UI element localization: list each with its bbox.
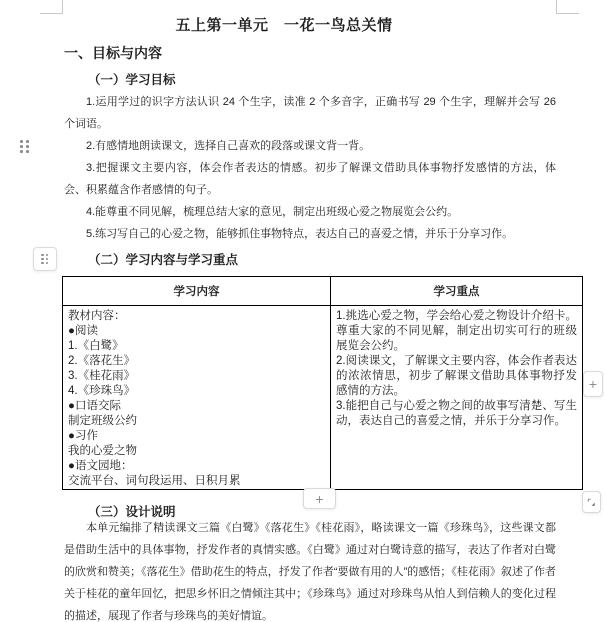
content-line: 3.《桂花雨》 (68, 370, 136, 382)
table-cell-content[interactable] (63, 306, 331, 490)
keypoint-item-1: 1.挑选心爱之物，学会给心爱之物设计介绍卡。尊重大家的不同见解，制定出切实可行的班级展览会公约。 (336, 310, 577, 352)
goal-item-2[interactable]: 2.有感情地朗读课文，选择自己喜欢的段落或课文背一背。 (86, 140, 371, 152)
section-heading-goals-and-content[interactable]: 一、目标与内容 (64, 45, 162, 61)
goal-item-4[interactable]: 4.能尊重不同见解，梳理总结大家的意见，制定出班级心爱之物展览会公约。 (86, 206, 459, 218)
design-notes-paragraph[interactable]: 本单元编排了精读课文三篇《白鹭》《落花生》《桂花雨》，略读课文一篇《珍珠鸟》，这些课文都是借助生活中的具体事物，抒发作者的真情实感。《白鹭》通过对白鹭诗意的描写，表达了作者对白鹭的欣赏和赞美；《落花生》借助花生的特点，抒发了作者“要做有用的人”的感悟；《桂花雨》叙述了作者关于桂花的童年回忆，把思乡怀旧之情倾注其中；《珍珠鸟》通过对珍珠鸟从怕人到信赖人的变化过程的描述，展现了作者与珍珠鸟的美好情谊。 (64, 522, 556, 622)
content-line: ●口语交际 (68, 400, 121, 412)
keypoint-item-2: 2.阅读课文，了解课文主要内容，体会作者表达的浓浓情思，初步了解课文借助具体事物抒发感情的方法。 (336, 355, 577, 397)
subheading-learning-goals[interactable]: （一）学习目标 (88, 73, 176, 87)
expand-table-button[interactable] (582, 491, 601, 513)
table-header-content[interactable]: 学习内容 (63, 277, 331, 306)
content-line: 4.《珍珠鸟》 (68, 385, 136, 397)
content-line: 交流平台、词句段运用、日积月累 (68, 475, 241, 487)
subheading-learning-content[interactable]: （二）学习内容与学习重点 (88, 253, 239, 267)
table-header-keypoints[interactable]: 学习重点 (331, 277, 583, 306)
document-title[interactable]: 五上第一单元 一花一鸟总关情 (175, 17, 393, 34)
goal-item-5[interactable]: 5.练习写自己的心爱之物，能够抓住事物特点，表达自己的喜爱之情，并乐于分享习作。 (86, 228, 514, 240)
page-margin-corner-mark-right (556, 0, 579, 14)
drag-dots-icon (41, 254, 48, 264)
content-line: ●语文园地： (68, 460, 133, 472)
expand-icon (586, 497, 597, 508)
plus-icon: + (588, 376, 598, 392)
block-drag-handle-icon[interactable] (20, 140, 29, 153)
subheading-design-notes[interactable]: （三）设计说明 (88, 505, 176, 519)
content-line: 我的心爱之物 (68, 445, 137, 457)
page-margin-corner-mark-left (40, 0, 63, 14)
table-header-row (63, 277, 583, 306)
content-line: 2.《落花生》 (68, 355, 136, 367)
content-line: ●习作 (68, 430, 98, 442)
content-line: 教材内容： (68, 310, 126, 322)
learning-content-table (62, 276, 583, 490)
keypoint-item-3: 3.能把自己与心爱之物之间的故事写清楚、写生动，表达自己的喜爱之情，并乐于分享习作。 (336, 400, 577, 427)
block-drag-handle-button[interactable] (33, 247, 57, 271)
learning-goals-paragraphs (64, 91, 556, 245)
table-cell-keypoints[interactable] (331, 306, 583, 490)
table-body-row (63, 306, 583, 490)
content-line: ●阅读 (68, 325, 98, 337)
insert-block-button[interactable] (303, 488, 336, 509)
drag-dots-icon (20, 140, 29, 153)
content-line: 制定班级公约 (68, 415, 137, 427)
plus-icon: + (315, 490, 324, 507)
goal-item-3[interactable]: 3.把握课文主要内容，体会作者表达的情感。初步了解课文借助具体事物抒发感情的方法，体会、积累蕴含作者感情的句子。 (64, 162, 556, 196)
insert-column-button[interactable] (583, 371, 603, 397)
content-line: 1.《白鹭》 (68, 340, 124, 352)
goal-item-1[interactable]: 1.运用学过的识字方法认识 24 个生字，读准 2 个多音字，正确书写 29 个生字，理解并会写 26 个词语。 (64, 96, 556, 130)
